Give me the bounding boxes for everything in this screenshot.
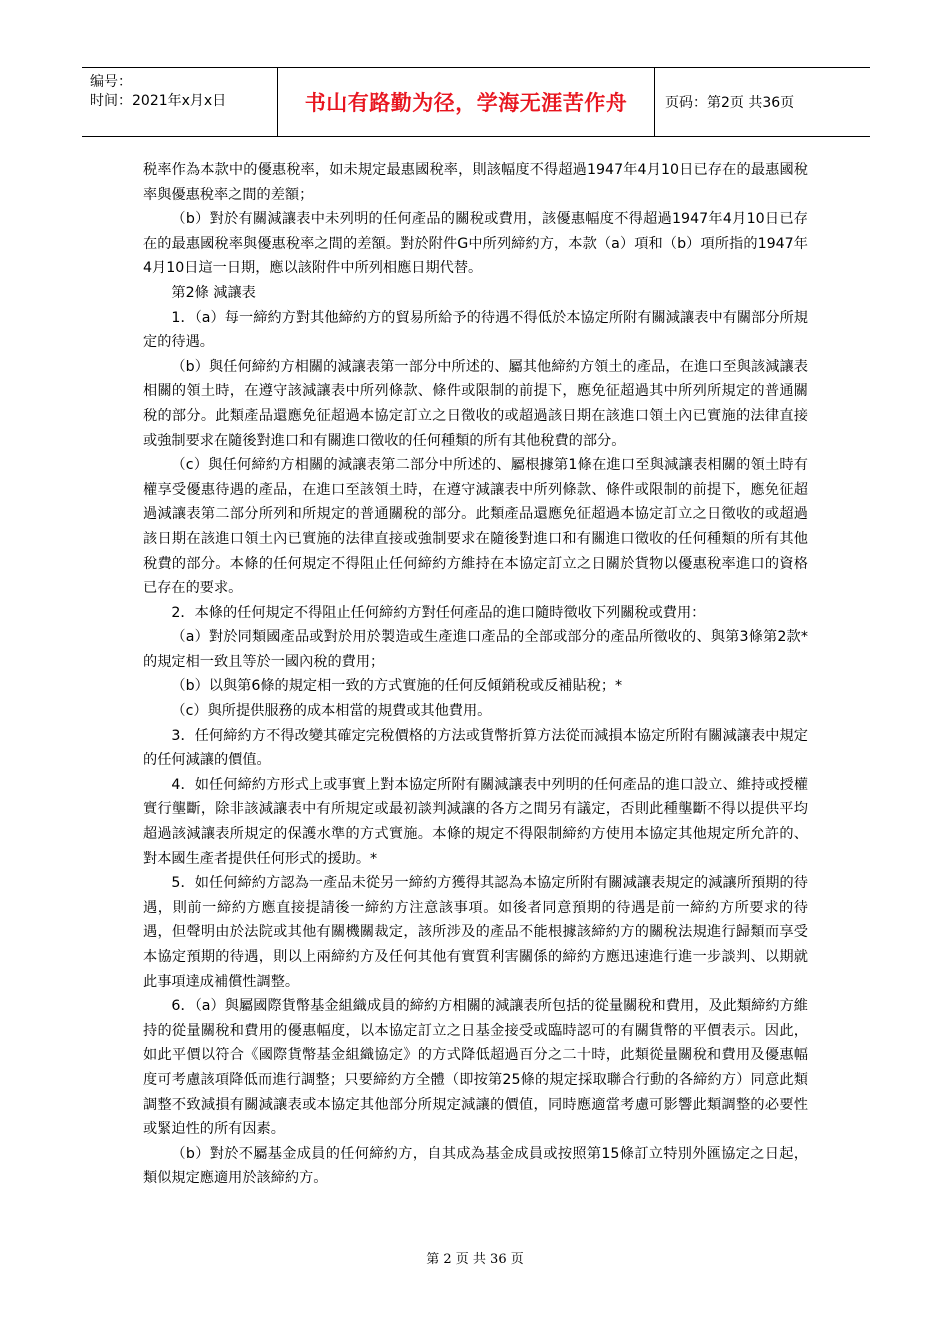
header-motto: 书山有路勤为径，学海无涯苦作舟 [304,91,628,115]
paragraph: （b）以與第6條的規定相一致的方式實施的任何反傾銷稅或反補貼稅；* [171,678,623,695]
page-footer: 第 2 页 共 36 页 [426,1252,524,1267]
section-heading: 第2條 減讓表 [171,284,256,301]
paragraph: （a）對於同類國產品或對於用於製造或生產進口產品的全部或部分的產品所徵收的、與第3條第2款*的規定相一致且等於一國內稅的費用； [143,629,808,670]
header-motto-cell [278,68,655,136]
paragraph: 5．如任何締約方認為一產品未從另一締約方獲得其認為本協定所附有關減讓表規定的減讓所預期的待遇，則前一締約方應直接提請後一締約方注意該事項。如後者同意預期的待遇是前一締約方所要求的待遇，但聲明由於法院或其他有關機關裁定，該所涉及的產品不能根據該締約方的關稅法規進行歸類而享受本協定預期的待遇，則以上兩締約方及任何其他有實質利害關係的締約方應迅速進行進一步談判、以期就此事項達成補償性調整。 [143,875,808,990]
page-header [82,67,870,137]
document-time-label: 时间：2021年x月x日 [90,93,227,109]
document-number-label: 编号： [90,74,132,90]
header-meta-cell [82,68,278,136]
paragraph: （b）對於不屬基金成員的任何締約方，自其成為基金成員或按照第15條訂立特別外匯協定之日起，類似規定應適用於該締約方。 [143,1145,808,1187]
paragraph: 4．如任何締約方形式上或事實上對本協定所附有關減讓表中列明的任何產品的進口設立、維持或授權實行壟斷，除非該減讓表中有所規定或最初談判減讓的各方之間另有議定，否則此種壟斷不得以提供平均超過該減讓表所規定的保護水準的方式實施。本條的規定不得限制締約方使用本協定其他規定所允許的、對本國生產者提供任何形式的援助。* [143,776,808,867]
paragraph: （c）與所提供服務的成本相當的規費或其他費用。 [171,703,492,720]
paragraph: 6．（a）與屬國際貨幣基金組織成員的締約方相關的減讓表所包括的從量關稅和費用，及此類締約方維持的從量關稅和費用的優惠幅度，以本協定訂立之日基金接受或臨時認可的有關貨幣的平價表示。因此，如此平價以符合《國際貨幣基金組織協定》的方式降低超過百分之二十時，此類從量關稅和費用及優惠幅度可考慮該項降低而進行調整；只要締約方全體（即按第25條的規定採取聯合行動的各締約方）同意此類調整不致減損有關減讓表或本協定其他部分所規定減讓的價值，同時應適當考慮可影響此類調整的必要性或緊迫性的所有因素。 [143,998,808,1138]
document-body [143,158,808,1191]
paragraph: 2．本條的任何規定不得阻止任何締約方對任何產品的進口隨時徵收下列關稅或費用： [171,604,706,621]
paragraph: （b）對於有關減讓表中未列明的任何產品的關稅或費用，該優惠幅度不得超過1947年4月10日已存在的最惠國稅率與優惠稅率之間的差額。對於附件G中所列締約方，本款（a）項和（b）項所指的1947年4月10日這一日期，應以該附件中所列相應日期代替。 [143,211,808,277]
paragraph: 税率作為本款中的優惠稅率，如未規定最惠國稅率，則該幅度不得超過1947年4月10日已存在的最惠國稅率與優惠稅率之間的差額； [143,162,808,203]
header-page-info: 页码：第2页 共36页 [665,95,795,111]
paragraph: （b）與任何締約方相關的減讓表第一部分中所述的、屬其他締約方領土的產品，在進口至與該減讓表相關的領土時，在遵守該減讓表中所列條款、條件或限制的前提下，應免征超過其中所列所規定的普通關稅的部分。此類產品還應免征超過本協定訂立之日徵收的或超過該日期在該進口領土內已實施的法律直接或強制要求在隨後對進口和有關進口徵收的任何種類的所有其他稅費的部分。 [143,358,808,449]
paragraph: 3．任何締約方不得改變其確定完稅價格的方法或貨幣折算方法從而減損本協定所附有關減讓表中規定的任何減讓的價值。 [143,727,808,769]
paragraph: （c）與任何締約方相關的減讓表第二部分中所述的、屬根據第1條在進口至與減讓表相關的領土時有權享受優惠待遇的產品，在進口至該領土時，在遵守減讓表中所列條款、條件或限制的前提下，應免征超過減讓表第二部分所列和所規定的普通關稅的部分。此類產品還應免征超過本協定訂立之日徵收的或超過該日期在該進口領土內已實施的法律直接或強制要求在隨後對進口和有關進口徵收的任何種類的所有其他稅費的部分。本條的任何規定不得阻止任何締約方維持在本協定訂立之日關於貨物以優惠稅率進口的資格已存在的要求。 [143,457,808,597]
paragraph: 1．（a）每一締約方對其他締約方的貿易所給予的待遇不得低於本協定所附有關減讓表中有關部分所規定的待遇。 [143,309,808,351]
